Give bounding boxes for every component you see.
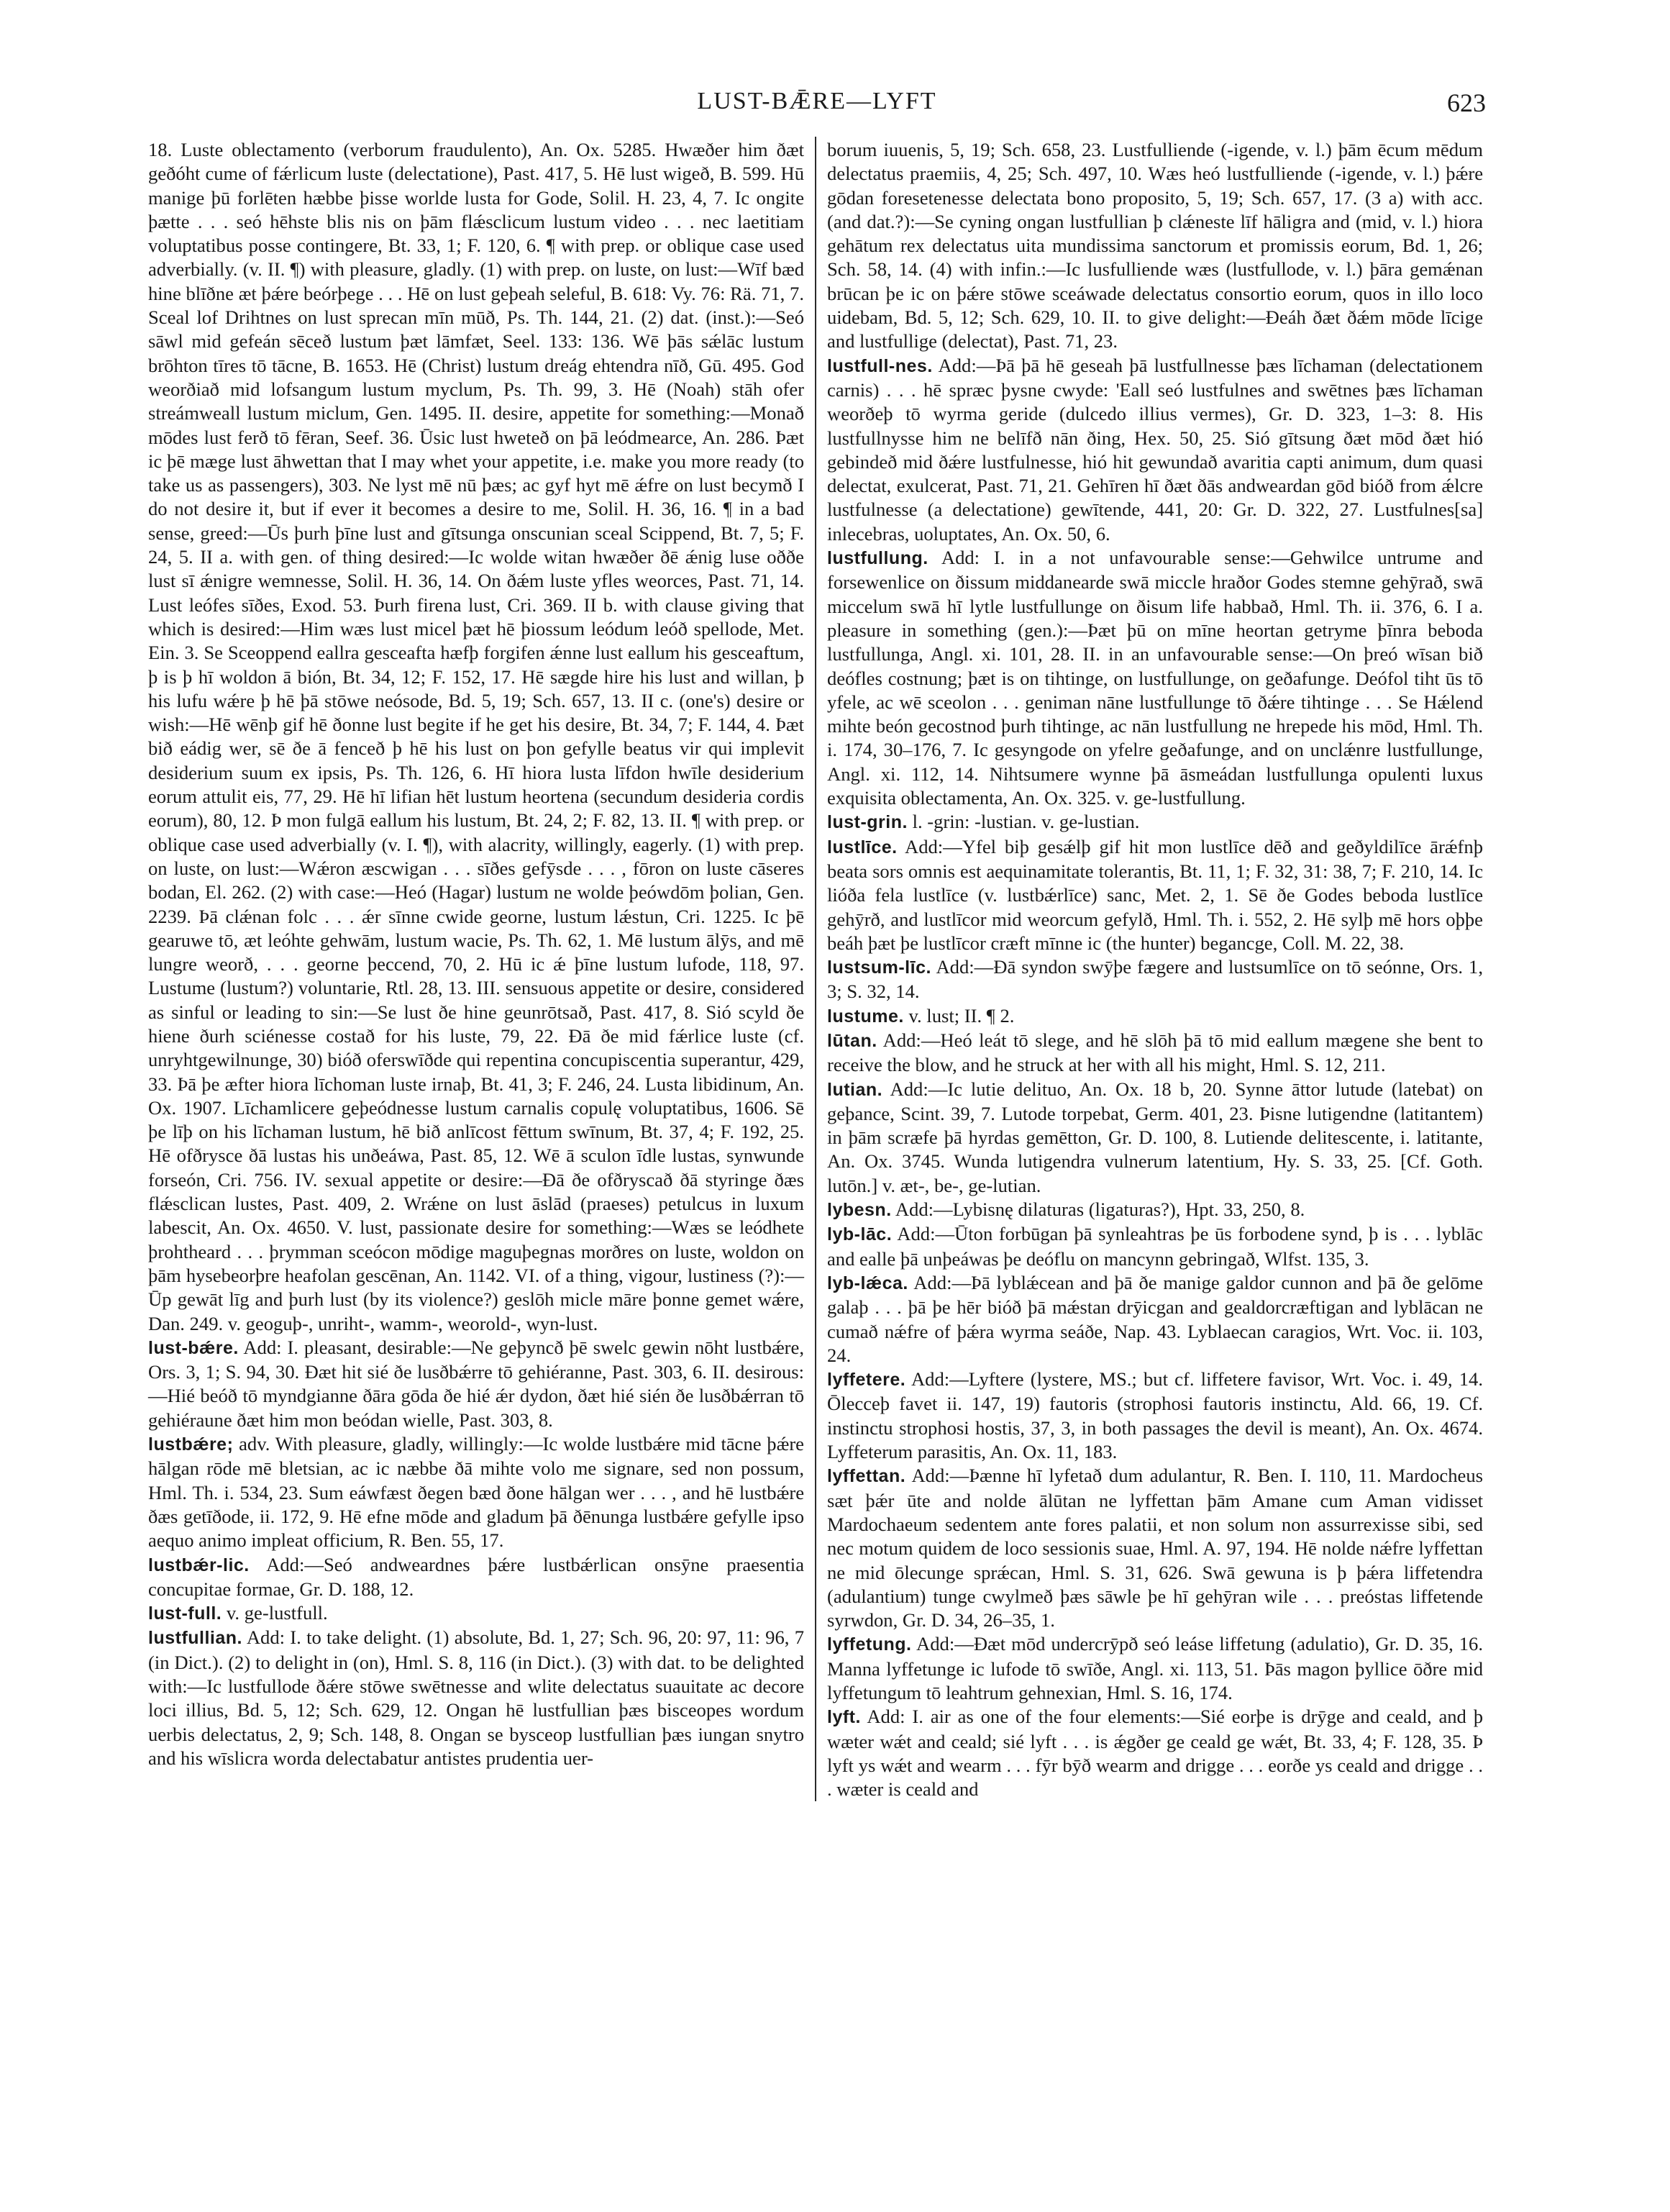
entry-headword: lybesn. — [827, 1200, 892, 1221]
entry-headword: lyffettan. — [827, 1466, 906, 1487]
entry-text: Add:—Yfel biþ gesǽlþ gif hit mon lustlīce dēð and geðyldilīce ārǽfnþ beata sors omnis est aequinamitate tolerantis, Bt. 11, 1; F. 32, 31: 38, 7; F. 210, 14. Ic lióða fela lustlīce (v. lustbǽrlīce) sanc, Met. 2, 1. Sē ðe Godes beboda lustlīce gehȳrð, and lustlīcor mid weorcum gefylð, Hml. Th. i. 552, 2. Hē sylþ mē hors oþþe beáh þæt þe lustlīcor cræft mīnne ic (the hunter) begancge, Coll. M. 22, 38. — [827, 835, 1483, 954]
dictionary-entry — [148, 1601, 804, 1626]
entry-text: borum iuuenis, 5, 19; Sch. 658, 23. Lustfulliende (-igende, v. l.) þām ēcum mēdum delectatus praemiis, 4, 25; Sch. 497, 10. Wæs heó lustfulliende (-igende, v. l.) þǽre gōdan foresetenesse delectata bono proposito, 5, 19; Sch. 657, 17. (3 a) with acc. (and dat.?):—Se cyning ongan lustfullian þ clǽneste līf hāligra and (mid, v. l.) hiora gehātum rex delectatus uita mundissima sanctorum et promissis eorum, Bd. 1, 26; Sch. 58, 14. (4) with infin.:—Ic lusfulliende wæs (lustfullode, v. l.) þāra gemǽnan brūcan þe ic on þǽre stōwe sceáwade delectatus consortio eorum, quos in illo loco uidebam, Bd. 5, 12; Sch. 629, 10. II. to give delight:—Ðeáh ðæt ðǽm mōde līcige and lustfullige (delectat), Past. 71, 23. — [827, 139, 1483, 352]
entry-headword: lūtan. — [827, 1030, 877, 1051]
right-column — [827, 138, 1483, 1801]
entry-text: l. -grin: -lustian. v. ge-lustian. — [907, 811, 1140, 833]
left-column — [148, 138, 804, 1770]
dictionary-entry — [827, 1632, 1483, 1705]
entry-headword: lyb-lǽca. — [827, 1273, 908, 1293]
entry-headword: lust-full. — [148, 1603, 222, 1624]
entry-text: Add:—Lybisnę dilaturas (ligaturas?), Hpt. 33, 250, 8. — [891, 1198, 1305, 1221]
entry-text: Add: I. pleasant, desirable:—Ne geþyncð þē swelc gewin nōht lustbǽre, Ors. 3, 1; S. 94, 30. Ðæt hit sié ðe lusðbǽrre tō gehiéranne, Past. 303, 6. II. desirous:—Hié beóð tō myndgianne ðāra gōda ðe hié ǽr dydon, ðæt hié sién ðe lusðbǽrran tō gehiéraune ðæt him mon beódan wielle, Past. 303, 8. — [148, 1336, 804, 1431]
dictionary-entry — [827, 1367, 1483, 1464]
dictionary-entry — [827, 1078, 1483, 1198]
entry-headword: lyb-lāc. — [827, 1224, 893, 1245]
entry-text: Add: I. to take delight. (1) absolute, Bd. 1, 27; Sch. 96, 20: 97, 11: 96, 7 (in Dict.). (2) to delight in (on), Hml. S. 8, 116 (in Dict.). (3) with dat. to be delighted with:—Ic lustfullode ðǽre stōwe swētnesse and wlite delectatus suauitate ac decore loci illius, Bd. 5, 12; Sch. 629, 12. Ongan hē lustfullian þæs bisceopes wordum uerbis delectatus, 2, 9; Sch. 148, 8. Ongan se bysceop lustfullian þæs iungan snytro and his wīslicra worda delectabatur antistes prudentia uer- — [148, 1626, 804, 1769]
dictionary-entry — [827, 1004, 1483, 1029]
dictionary-entry — [827, 546, 1483, 810]
dictionary-entry — [148, 1432, 804, 1552]
entry-text: Add:—Ðā syndon swȳþe fægere and lustsumlīce on tō seónne, Ors. 1, 3; S. 32, 14. — [827, 956, 1483, 1003]
entry-headword: lust-bǽre. — [148, 1337, 239, 1358]
column-divider — [815, 137, 816, 1801]
dictionary-entry — [827, 1705, 1483, 1801]
entry-text: v. lust; II. ¶ 2. — [903, 1004, 1015, 1027]
entry-headword: lustfull-nes. — [827, 355, 933, 376]
page-number: 623 — [1447, 88, 1486, 117]
entry-text: Add:—Heó leát tō slege, and hē slōh þā tō mid eallum mægene she bent to receive the blow, and he struck at her with all his might, Hml. S. 12, 211. — [827, 1029, 1483, 1076]
dictionary-entry — [148, 1626, 804, 1770]
dictionary-entry — [827, 810, 1483, 834]
entry-headword: lustume. — [827, 1006, 904, 1027]
dictionary-entry — [148, 1553, 804, 1602]
entry-text: Add: I. air as one of the four elements:—Sié eorþe is drȳge and ceald, and þ wæter wǽt and ceald; sié lyft . . . is ǽgðer ge ceald ge wǽt, Bt. 33, 4; F. 128, 35. Þ lyft ys wǽt and wearm . . . fȳr bȳð wearm and drigge . . . eorðe ys ceald and drigge . . . wæter is ceald and — [827, 1706, 1483, 1801]
entry-text: Add: I. in a not unfavourable sense:—Gehwilce untrume and forsewenlice on ðissum middanearde swā miccle hraðor Godes stemne gehȳrað, swā miccelum swā hī lytle lustfullunge on ðisum life habbað, Hml. Th. ii. 376, 6. I a. pleasure in something (gen.):—Þæt þū on mīne heortan getryme þīnra beboda lustfullunga, Angl. xi. 101, 28. II. in an unfavourable sense:—On þreó wīsan bið deófles costnung; þæt is on tihtinge, on lustfullunge, on geðafunge. Deófol tiht ūs tō yfele, ac wē sceolon . . . geniman nāne lustfullunge tō ðǽre tihtinge . . . Se Hǽlend mihte beón gecostnod þurh tihtinge, ac nān lustfullung ne hrepede his mōd, Hml. Th. i. 174, 30–176, 7. Ic gesyngode on yfelre geðafunge, and on unclǽnre lustfullunge, Angl. xi. 112, 14. Nihtsumere wynne þā āsmeádan lustfullunga opulenti luxus exquisita oblectamenta, An. Ox. 325. v. ge-lustfullung. — [827, 547, 1483, 809]
entry-text: Add:—Ūton forbūgan þā synleahtras þe ūs forbodene synd, þ is . . . lyblāc and ealle þā unþeáwas þe deóflu on mancynn gebringað, Wlfst. 135, 3. — [827, 1223, 1483, 1270]
dictionary-entry — [827, 1198, 1483, 1222]
entry-text: Add:—Seó andweardnes þǽre lustbǽrlican onsȳne praesentia concupitae formae, Gr. D. 188, 12. — [148, 1553, 804, 1600]
entry-headword: lutian. — [827, 1079, 883, 1100]
entry-headword: lustbǽr-lic. — [148, 1555, 250, 1575]
entry-text: Add:—Ic lutie delituo, An. Ox. 18 b, 20. Synne āttor lutude (latebat) on geþance, Scint. 39, 7. Lutode torpebat, Germ. 401, 23. Þisne lutigendne (latitantem) in þām scræfe þā hyrdas gemētton, Gr. D. 100, 8. Lutiende delitescente, i. latitante, An. Ox. 3745. Wunda lutigendra vulnerum latentium, Hy. S. 33, 25. [Cf. Goth. lutōn.] v. æt-, be-, ge-lutian. — [827, 1078, 1483, 1196]
entry-text: v. ge-lustfull. — [222, 1602, 328, 1624]
entry-text: 18. Luste oblectamento (verborum fraudulento), An. Ox. 5285. Hwæðer him ðæt geðóht cume of fǽrlicum luste (delectatione), Past. 417, 5. Hē lust wigeð, B. 599. Hū manige þū forlēten hæbbe þisse worlde lusta for Gode, Solil. H. 23, 4, 7. Ic ongite þætte . . . seó hēhste blis nis on þām flǽsclicum lustum video . . . nec laetitiam voluptatibus posse contingere, Bt. 33, 1; F. 120, 6. ¶ with prep. or oblique case used adverbially. (v. II. ¶) with pleasure, gladly. (1) with prep. on luste, on lust:—Wīf bæd hine blīðne æt þǽre beórþege . . . Hē on lust geþeah seleful, B. 618: Vy. 76: Rä. 71, 7. Sceal lof Drihtnes on lust sprecan mīn mūð, Ps. Th. 144, 21. (2) dat. (inst.):—Seó sāwl mid gefeán sēceð lustum þæt lāmfæt, Seel. 133: 136. Wē þās sǽlāc lustum brōhton tīres tō tācne, B. 1653. Hē (Christ) lustum dreág ehtendra nīð, Gū. 495. God weorðiað mid lofsangum lustum myclum, Ps. Th. 99, 3. Hē (Noah) stāh ofer streámweall lustum miclum, Gen. 1495. II. desire, appetite for something:—Monað mōdes lust ferð tō fēran, Seef. 36. Ūsic lust hweteð on þā leódmearce, An. 286. Þæt ic þē mæge lust āhwettan that I may whet your appetite, i.e. make you more ready (to take us as passengers), 303. Ne lyst mē nū þæs; ac gyf hyt mē ǽfre on lust becymð I do not desire it, but if ever it becomes a desire to me, Solil. H. 36, 16. ¶ in a bad sense, greed:—Ūs þurh þīne lust and gītsunga onscunian sceal Scippend, Bt. 7, 5; F. 24, 5. II a. with gen. of thing desired:—Ic wolde witan hwæðer ðē ǽnig luse oððe lust sī ǽnigre wemnesse, Solil. H. 36, 14. On ðǽm luste yfles weorces, Past. 71, 14. Lust leófes sīðes, Exod. 53. Þurh firena lust, Cri. 369. II b. with clause giving that which is desired:—Him wæs lust micel þæt hē þiossum leódum leóð spellode, Met. Ein. 3. Se Sceoppend eallra gesceafta hæfþ forgifen ǽnne lust eallum his gesceaftum, þ is þ hī woldon ā bión, Bt. 34, 12; F. 152, 17. Hē sægde hire his lust and willan, þ his lufu wǽre þ hē þā stōwe neósode, Bd. 5, 19; Sch. 657, 13. II c. (one's) desire or wish:—Hē wēnþ gif hē ðonne lust begite if he get his desire, Bt. 34, 7; F. 144, 4. Þæt bið eádig wer, sē ðe ā fenceð þ hē his lust on þon gefylle beatus vir qui implevit desiderium suum ex ipsis, Ps. Th. 126, 6. Hī hiora lusta līfdon hwīle desiderium eorum attulit eis, 77, 29. Hē hī lifian hēt lustum heortena (secundum desideria cordis eorum), 80, 12. Þ mon fulgā eallum his lustum, Bt. 24, 2; F. 82, 13. II. ¶ with prep. or oblique case used adverbially (v. I. ¶), with alacrity, willingly, eagerly. (1) with prep. on luste, on lust:—Wǽron æscwigan . . . sīðes gefȳsde . . . , fōron on luste cāseres bodan, El. 262. (2) with case:—Heó (Hagar) lustum ne wolde þeówdōm þolian, Gen. 2239. Þā clǽnan folc . . . ǽr sīnne cwide georne, lustum lǽstun, Cri. 1225. Ic þē gearuwe tō, æt leóhte gehwām, lustum wacie, Ps. Th. 62, 1. Mē lustum ālȳs, and mē lungre weorð, . . . georne þeccend, 70, 2. Hū ic ǽ þīne lustum lufode, 118, 97. Lustume (lustum?) voluntarie, Rtl. 28, 13. III. sensuous appetite or desire, considered as sinful or leading to sin:—Se lust ðe hine geunrōtsað, Past. 417, 8. Sió scyld ðe hiene ðurh sciénesse costað for his luste, 79, 22. Ðā ðe mid fǽrlice luste (cf. unryhtgewilnunge, 30) bióð oferswīðde qui repentina concupiscentia superantur, 429, 33. Þā þe æfter hiora līchoman luste irnaþ, Bt. 41, 3; F. 246, 24. Lusta libidinum, An. Ox. 1907. Līchamlicere geþeódnesse lustum carnalis copulę voluptatibus, 1606. Sē þe līþ on his līchaman lustum, hē bið anlīcost fēttum swīnum, Bt. 37, 4; F. 192, 25. Hē ofðrysce ðā lustas his unðeáwa, Past. 85, 12. Wē ā sculon īdle lustas, synwunde forseón, Cri. 756. IV. sexual appetite or desire:—Ðā ðe ofðryscað ðā styringe ðæs flǽsclican lustes, Past. 409, 2. Wrǽne on lust āslād (praeses) petulcus in luxum labescit, An. Ox. 4650. V. lust, passionate desire for something:—Wæs se leódhete þrohtheard . . . þrymman sceócon mōdige maguþegnas morðres on luste, woldon on þām hysebeorþre heafolan gescēnan, An. 1142. VI. of a thing, vigour, lustiness (?):—Ūp gewāt līg and þurh lust (by its violence?) geslōh micle māre þonne gemet wǽre, Dan. 249. v. geoguþ-, unriht-, wamm-, weorold-, wyn-lust. — [148, 139, 804, 1334]
entry-text: Add:—Þā þā hē geseah þā lustfullnesse þæs līchaman (delectationem carnis) . . . hē spræc þysne cwyde: 'Eall seó lustfulnes and swētnes þæs līchaman weorðeþ tō wyrma geride (dulcedo illius vermes), Gr. D. 323, 1–3: 8. His lustfullnysse him ne belīfð nān ðing, Hex. 50, 25. Sió gītsung ðæt mōd ðæt hió gebindeð mid ðǽre lustfulnesse, hió hit gewundað avaritia capti animum, dum quasi delectat, exulcerat, Past. 71, 21. Gehīren hī ðæt ðās andweardan gōd bióð from ǽlcre lustfulnesse (a delectatione) gewītende, 441, 20: Gr. D. 322, 27. Lustfulnes[sa] inlecebras, uoluptates, An. Ox. 50, 6. — [827, 354, 1483, 545]
entry-text: adv. With pleasure, gladly, willingly:—Ic wolde lustbǽre mid tācne þǽre hālgan rōde mē bletsian, ac ic næbbe ðā mihte volo me signare, sed non possum, Hml. Th. i. 534, 23. Sum eáwfæst ðegen bæd ðone hālgan wer . . . , and hē lustbǽre ðæs getīðode, ii. 172, 9. Hē efne mōde and gladum þā ðēnunga lustbǽre gefylle ipso aequo animo impleat officium, R. Ben. 55, 17. — [148, 1433, 804, 1552]
dictionary-entry — [827, 955, 1483, 1004]
dictionary-entry — [827, 354, 1483, 546]
dictionary-entry — [827, 1222, 1483, 1271]
entry-headword: lustbǽre; — [148, 1434, 234, 1455]
running-header — [148, 88, 1486, 131]
entry-headword: lyffetung. — [827, 1634, 912, 1655]
dictionary-entry — [827, 1271, 1483, 1367]
entry-headword: lustfullung. — [827, 548, 928, 569]
entry-headword: lustsum-līc. — [827, 957, 931, 978]
dictionary-entry — [827, 1464, 1483, 1632]
page-title: LUST-BǢRE—LYFT — [697, 88, 937, 114]
entry-text: Add:—Ðæt mōd undercrȳpð seó leáse liffetung (adulatio), Gr. D. 35, 16. Manna lyffetunge ic lufode tō swīðe, Angl. xi. 113, 51. Þās magon þyllice ōðre mid lyffetungum tō leahtrum gehnexian, Hml. S. 16, 174. — [827, 1633, 1483, 1703]
entry-text: Add:—Þā lyblǽcean and þā ðe manige galdor cunnon and þā ðe gelōme galaþ . . . þā þe hēr bióð þā mǽstan drȳicgan and gealdorcræftigan and lyblācan ne cumað nǽfre of þǽra wyrma seáðe, Nap. 43. Lyblaecan caragios, Wrt. Voc. ii. 103, 24. — [827, 1271, 1483, 1366]
dictionary-entry — [827, 1029, 1483, 1078]
dictionary-entry — [827, 835, 1483, 955]
entry-text: Add:—Þænne hī lyfetað dum adulantur, R. Ben. I. 110, 11. Mardocheus sæt þǽr ūte and nolde ālūtan ne lyffettan þām Amane cum Aman vidisset Mardochaeum sedentem ante fores palatii, et non solum non assurrexisse sibi, sed nec motum quidem de loco sessionis suae, Hml. A. 97, 194. Hē nolde nǽfre lyffettan ne mid ōlecunge sprǽcan, Hml. S. 31, 626. Swā gewuna is þ þǽra liffetendra (adulantium) tunge cwylmeð þæs sāwle þe hī gehȳran wile . . . preóstas liffetende syrwdon, Gr. D. 34, 26–35, 1. — [827, 1465, 1483, 1631]
dictionary-entry — [148, 138, 804, 1336]
entry-headword: lyft. — [827, 1707, 861, 1728]
entry-headword: lustfullian. — [148, 1628, 242, 1649]
entry-text: Add:—Lyftere (lystere, MS.; but cf. liffetere favisor, Wrt. Voc. i. 49, 14. Ōlecceþ favet ii. 147, 19) fautoris (strophosi fautoris instinctu, Ald. 66, 19. Cf. instinctu strophosi hostis, 37, 3, in both passages the devil is meant), An. Ox. 4674. Lyffeterum parasitis, An. Ox. 11, 183. — [827, 1368, 1483, 1463]
entry-headword: lustlīce. — [827, 837, 898, 857]
dictionary-entry — [148, 1336, 804, 1432]
entry-headword: lust-grin. — [827, 812, 908, 833]
dictionary-entry — [827, 138, 1483, 354]
entry-headword: lyffetere. — [827, 1370, 906, 1391]
